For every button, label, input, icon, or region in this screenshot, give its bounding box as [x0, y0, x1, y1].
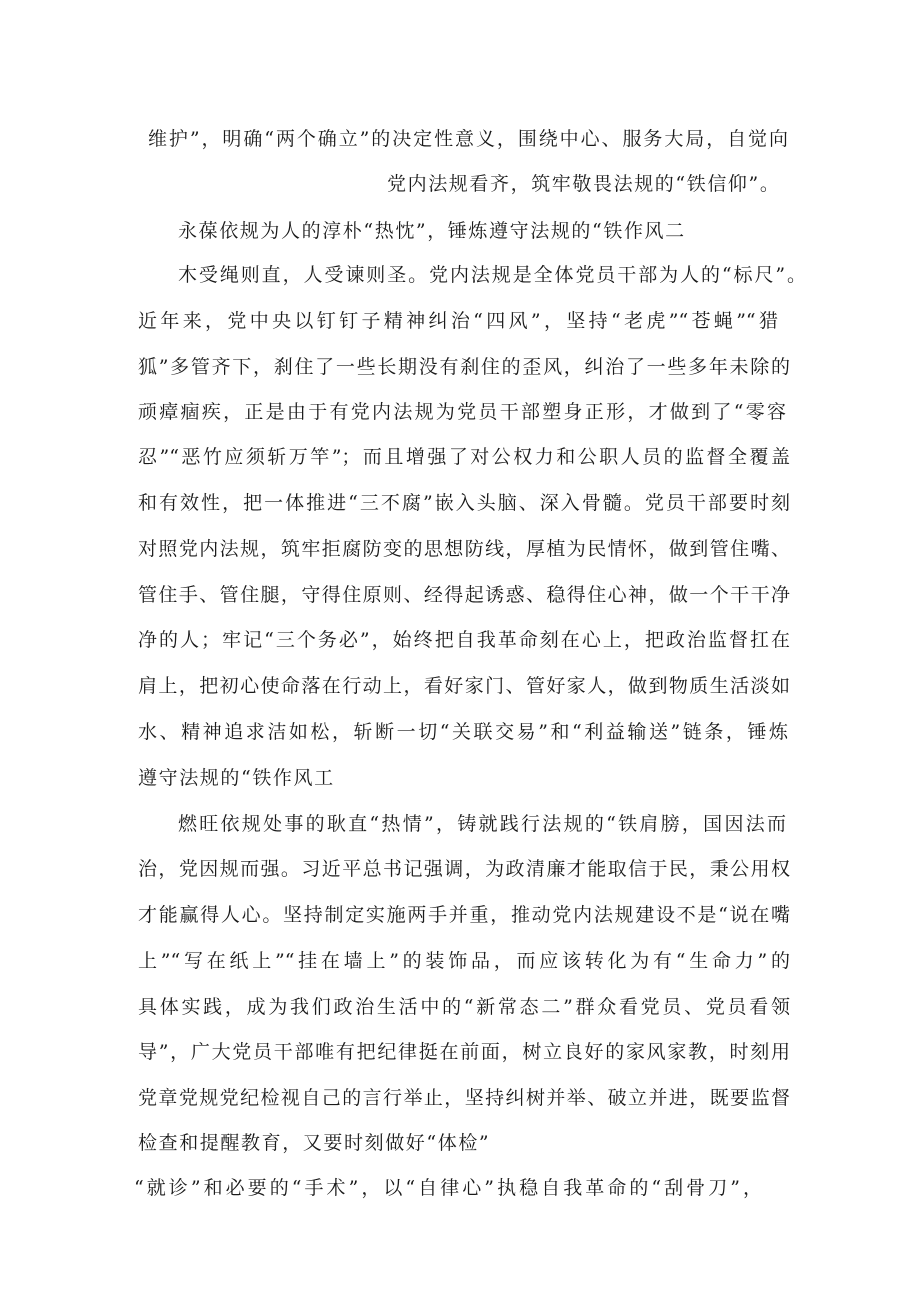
- text-line-6: 狐”多管齐下，刹住了一些长期没有刹住的歪风，纠治了一些多年未除的: [138, 356, 790, 378]
- text-line-9: 和有效性，把一体推进“三不腐”嵌入头脑、深入骨髓。党员干部要时刻: [138, 492, 790, 514]
- text-line-15: 遵守法规的“铁作风工: [138, 767, 335, 789]
- text-line-18: 才能赢得人心。坚持制定实施两手并重，推动党内法规建设不是“说在嘴: [138, 904, 790, 926]
- text-line-12: 净的人；牢记“三个务必”，始终把自我革命刻在心上，把政治监督扛在: [138, 629, 790, 651]
- text-line-8: 忍”“恶竹应须斩万竿”；而且增强了对公权力和公职人员的监督全覆盖: [138, 446, 790, 468]
- text-line-22: 党章党规党纪检视自己的言行举止，坚持纠树并举、破立并进，既要监督: [138, 1087, 790, 1109]
- text-line-1: 维护”，明确“两个确立”的决定性意义，围绕中心、服务大局，自觉向: [148, 128, 788, 150]
- text-line-19: 上”“写在纸上”“挂在墙上”的装饰品，而应该转化为有“生命力”的: [138, 950, 790, 972]
- text-line-4: 木受绳则直，人受谏则圣。党内法规是全体党员干部为人的“标尺”。: [178, 264, 806, 286]
- text-line-14: 水、精神追求洁如松，斩断一切“关联交易”和“利益输送”链条，锤炼: [138, 721, 788, 743]
- text-line-17: 治，党因规而强。习近平总书记强调，为政清廉才能取信于民，秉公用权: [138, 858, 790, 880]
- text-line-13: 肩上，把初心使命落在行动上，看好家门、管好家人，做到物质生活淡如: [138, 675, 790, 697]
- text-line-16: 燃旺依规处事的耿直“热情”，铸就践行法规的“铁肩膀，国因法而: [178, 813, 786, 835]
- text-line-5: 近年来，党中央以钉钉子精神纠治“四风”，坚持“老虎”“苍蝇”“猎: [138, 310, 778, 332]
- text-line-11: 管住手、管住腿，守得住原则、经得起诱惑、稳得住心神，做一个干干净: [138, 584, 790, 606]
- text-line-21: 导”，广大党员干部唯有把纪律挺在前面，树立良好的家风家教，时刻用: [138, 1041, 790, 1063]
- text-line-10: 对照党内法规，筑牢拒腐防变的思想防线，厚植为民情怀，做到管住嘴、: [138, 538, 790, 560]
- text-line-20: 具体实践，成为我们政治生活中的“新常态二”群众看党员、党员看领: [138, 996, 790, 1018]
- section-heading-1: 永葆依规为人的淳朴“热忱”，锤炼遵守法规的“铁作风二: [178, 220, 686, 242]
- text-line-2: 党内法规看齐，筑牢敬畏法规的“铁信仰”。: [387, 173, 781, 195]
- text-line-24: “就诊”和必要的“手术”，以“自律心”执稳自我革命的“刮骨刀”，: [134, 1177, 762, 1199]
- text-line-7: 顽瘴痼疾，正是由于有党内法规为党员干部塑身正形，才做到了“零容: [138, 401, 786, 423]
- text-line-23: 检查和提醒教育，又要时刻做好“体检”: [138, 1132, 491, 1154]
